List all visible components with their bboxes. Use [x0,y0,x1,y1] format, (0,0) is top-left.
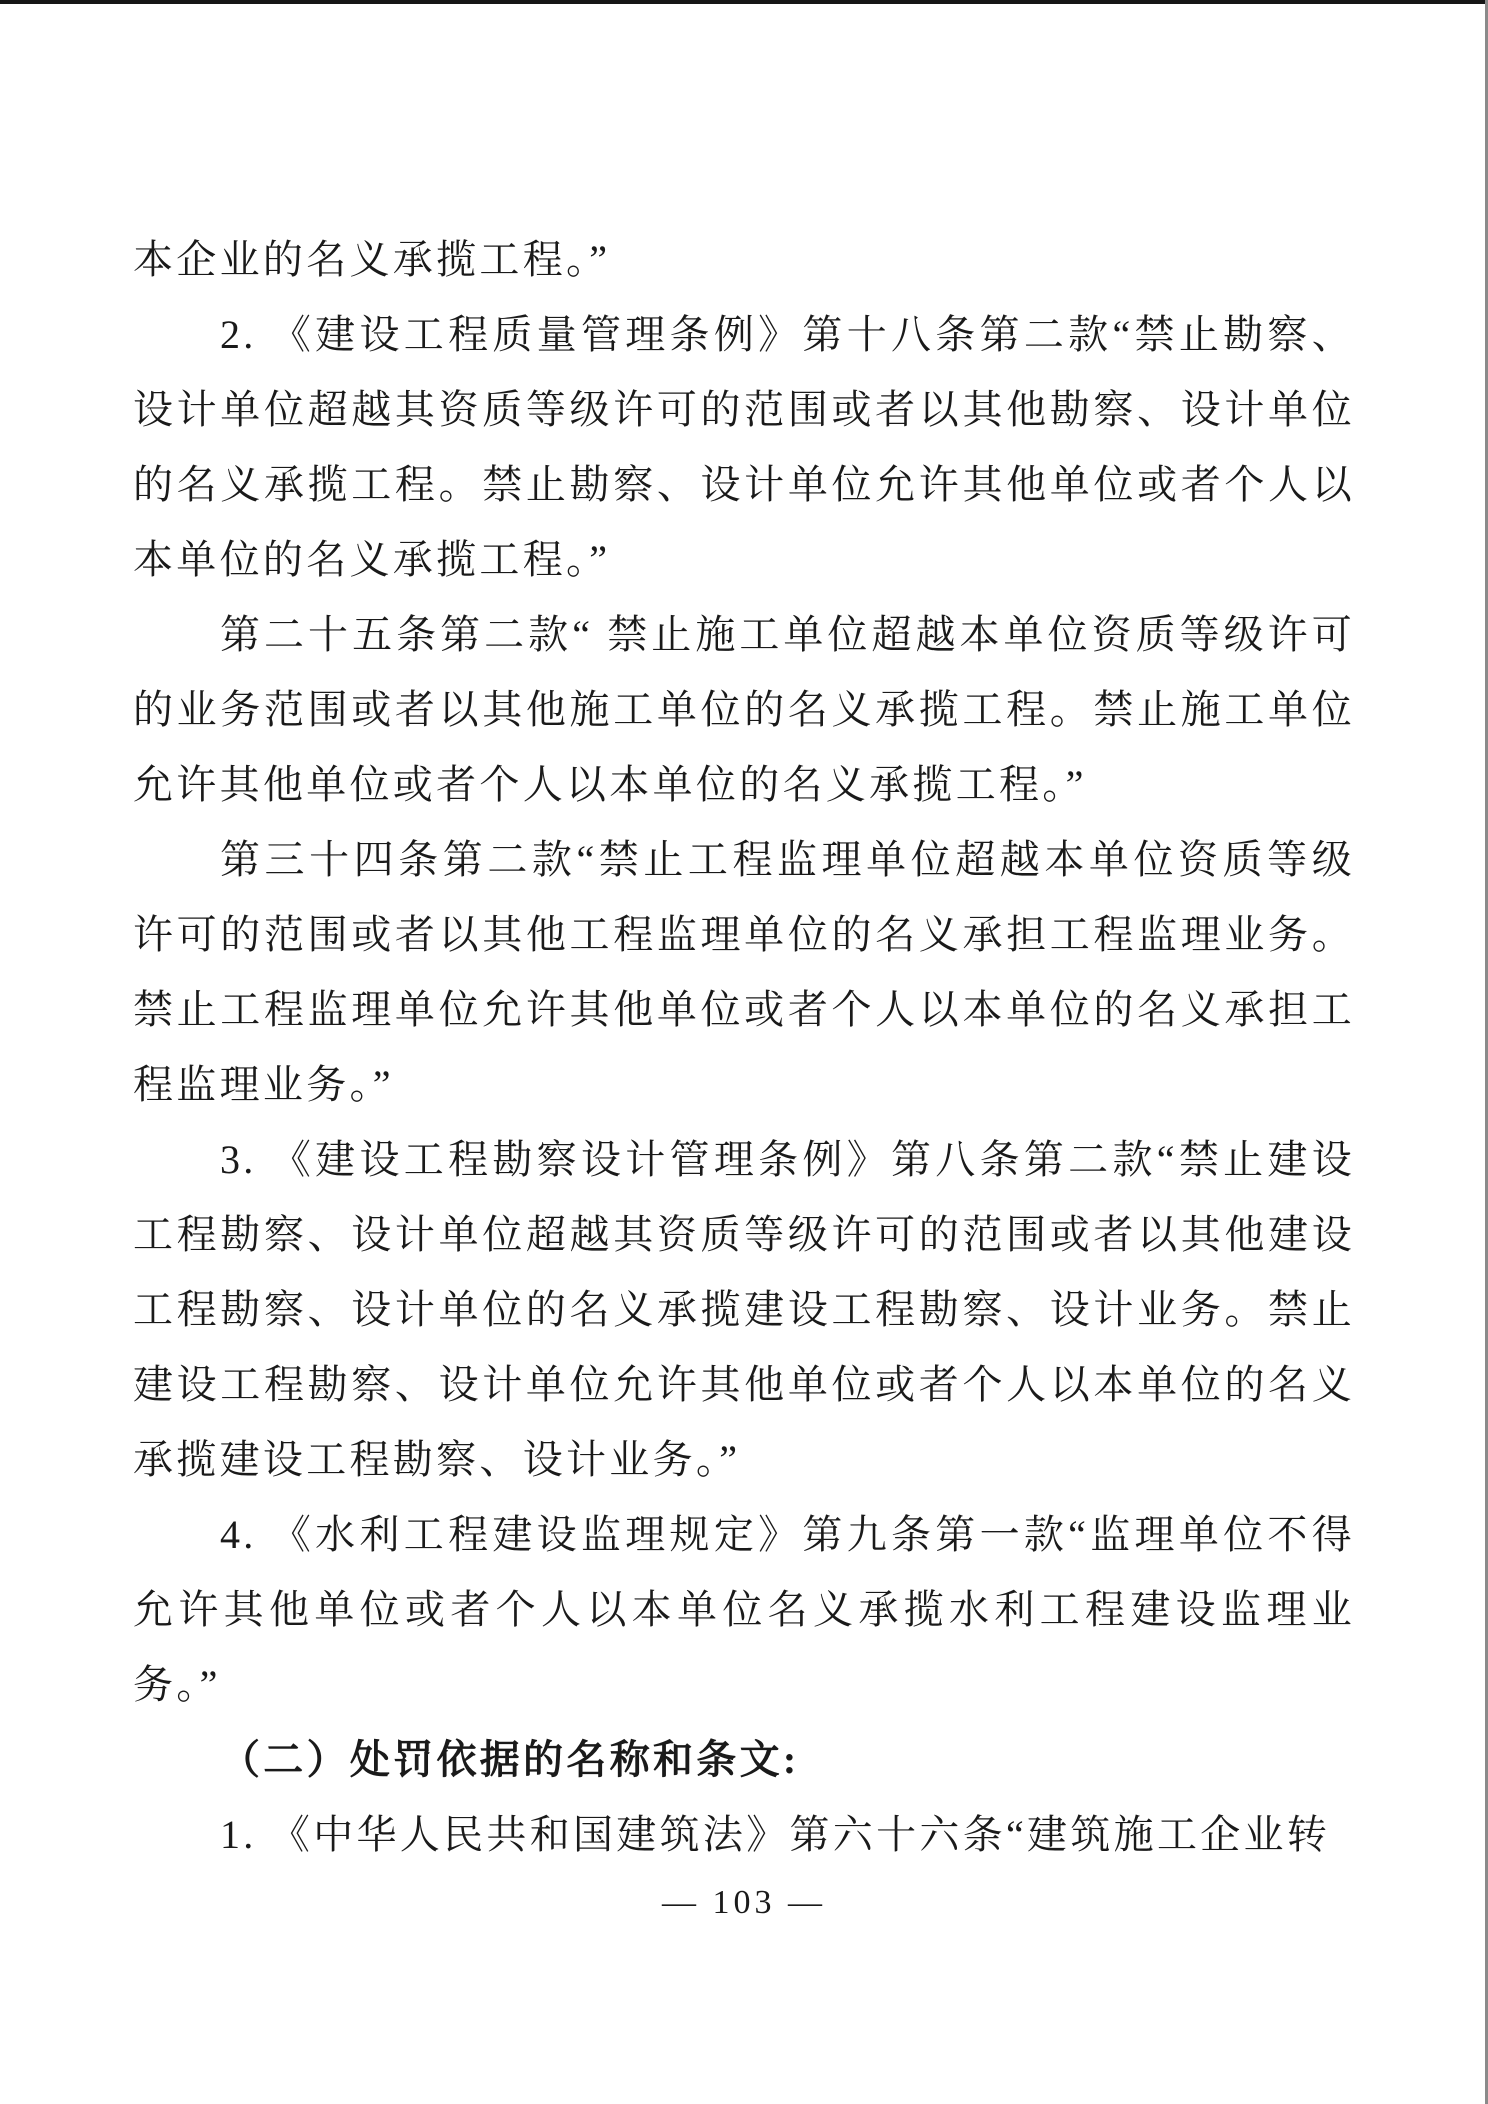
paragraph: 本企业的名义承揽工程。” [133,237,611,282]
paragraph: 4. 《水利工程建设监理规定》第九条第一款“监理单位不得允许其他单位或者个人以本单位名义承揽水利工程建设监理业务。” [133,1512,1355,1707]
paragraph: 第二十五条第二款“ 禁止施工单位超越本单位资质等级许可的业务范围或者以其他施工单位的名义承揽工程。禁止施工单位允许其他单位或者个人以本单位的名义承揽工程。” [133,612,1355,807]
paragraph: 1. 《中华人民共和国建筑法》第六十六条“建筑施工企业转 [220,1812,1331,1857]
page-number: — 103 — [662,1884,826,1921]
paragraph: （二）处罚依据的名称和条文: [220,1737,800,1782]
page-top-edge [0,0,1488,4]
document-body [133,222,1355,1872]
paragraph: 第三十四条第二款“禁止工程监理单位超越本单位资质等级许可的范围或者以其他工程监理单位的名义承担工程监理业务。禁止工程监理单位允许其他单位或者个人以本单位的名义承担工程监理业务。” [133,837,1355,1107]
paragraph: 3. 《建设工程勘察设计管理条例》第八条第二款“禁止建设工程勘察、设计单位超越其资质等级许可的范围或者以其他建设工程勘察、设计单位的名义承揽建设工程勘察、设计业务。禁止建设工程勘察、设计单位允许其他单位或者个人以本单位的名义承揽建设工程勘察、设计业务。” [133,1137,1355,1482]
paragraph: 2. 《建设工程质量管理条例》第十八条第二款“禁止勘察、设计单位超越其资质等级许可的范围或者以其他勘察、设计单位的名义承揽工程。禁止勘察、设计单位允许其他单位或者个人以本单位的名义承揽工程。” [133,312,1355,582]
